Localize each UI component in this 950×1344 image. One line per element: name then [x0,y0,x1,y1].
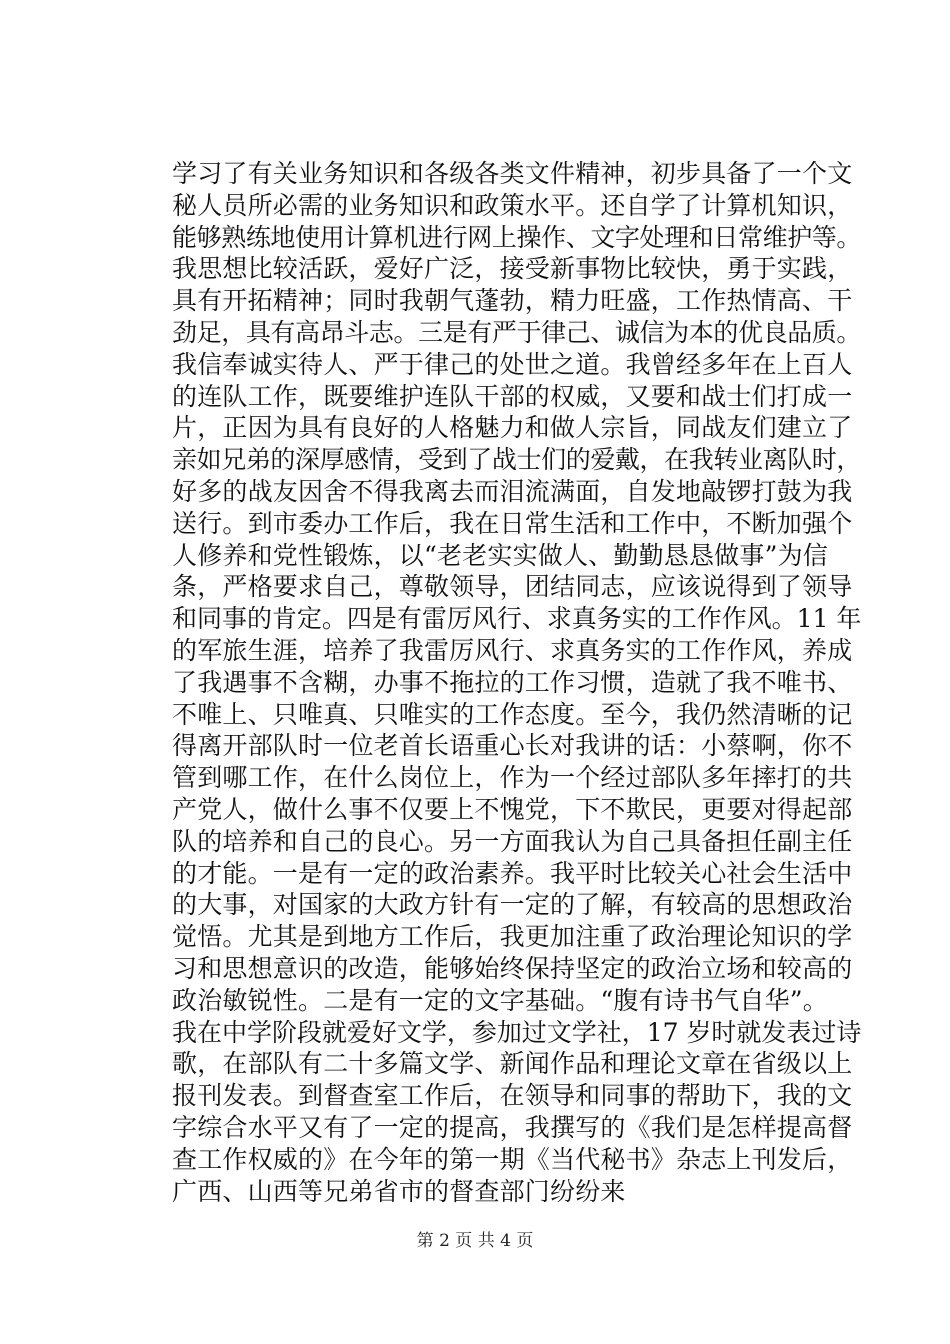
text-line: 的连队工作，既要维护连队干部的权威，又要和战士们打成一 [172,381,853,411]
text-line: 队的培养和自己的良心。另一方面我认为自己具备担任副主任 [172,826,853,856]
text-line: 广西、山西等兄弟省市的督查部门纷纷来 [172,1176,626,1206]
text-line: 的才能。一是有一定的政治素养。我平时比较关心社会生活中 [172,858,853,888]
text-line: 不唯上、只唯真、只唯实的工作态度。至今，我仍然清晰的记 [172,699,853,729]
text-line: 查工作权威的》在今年的第一期《当代秘书》杂志上刊发后， [172,1144,853,1174]
text-line: 人修养和党性锻炼，以“老老实实做人、勤勤恳恳做事”为信 [172,540,828,570]
text-line: 产党人，做什么事不仅要上不愧党，下不欺民，更要对得起部 [172,794,853,824]
text-line: 的大事，对国家的大政方针有一定的了解，有较高的思想政治 [172,890,853,920]
text-line: 习和思想意识的改造，能够始终保持坚定的政治立场和较高的 [172,953,853,983]
text-line: 片，正因为具有良好的人格魅力和做人宗旨，同战友们建立了 [172,413,853,443]
text-line: 的军旅生涯，培养了我雷厉风行、求真务实的工作作风，养成 [172,635,853,665]
text-line: 送行。到市委办工作后，我在日常生活和工作中，不断加强个 [172,508,853,538]
text-line: 好多的战友因舍不得我离去而泪流满面，自发地敲锣打鼓为我 [172,476,853,506]
text-line: 我思想比较活跃，爱好广泛，接受新事物比较快，勇于实践， [172,254,853,284]
text-line: 觉悟。尤其是到地方工作后，我更加注重了政治理论知识的学 [172,922,853,952]
text-line: 能够熟练地使用计算机进行网上操作、文字处理和日常维护等。 [172,222,862,252]
text-line: 劲足，具有高昂斗志。三是有严于律己、诚信为本的优良品质。 [172,317,862,347]
text-line: 我信奉诚实待人、严于律己的处世之道。我曾经多年在上百人 [172,349,853,379]
text-line: 我在中学阶段就爱好文学，参加过文学社，17 岁时就发表过诗 [172,1017,862,1047]
text-line: 条，严格要求自己，尊敬领导，团结同志，应该说得到了领导 [172,572,853,602]
text-line: 了我遇事不含糊，办事不拖拉的工作习惯，造就了我不唯书、 [172,667,853,697]
text-line: 字综合水平又有了一定的提高，我撰写的《我们是怎样提高督 [172,1112,853,1142]
text-line: 和同事的肯定。四是有雷厉风行、求真务实的工作作风。11 年 [172,604,862,634]
body-text [172,158,862,1207]
text-line: 亲如兄弟的深厚感情，受到了战士们的爱戴，在我转业离队时， [172,445,862,475]
text-line: 学习了有关业务知识和各级各类文件精神，初步具备了一个文 [172,159,853,188]
text-line: 政治敏锐性。二是有一定的文字基础。“腹有诗书气自华”。 [172,985,828,1015]
text-line: 管到哪工作，在什么岗位上，作为一个经过部队多年摔打的共 [172,763,853,793]
text-line: 得离开部队时一位老首长语重心长对我讲的话：小蔡啊，你不 [172,731,853,761]
page-footer: 第 2 页 共 4 页 [416,1231,534,1251]
text-line: 具有开拓精神；同时我朝气蓬勃，精力旺盛，工作热情高、干 [172,286,853,316]
text-line: 报刊发表。到督查室工作后，在领导和同事的帮助下，我的文 [172,1081,853,1111]
text-line: 歌，在部队有二十多篇文学、新闻作品和理论文章在省级以上 [172,1049,853,1079]
text-line: 秘人员所必需的业务知识和政策水平。还自学了计算机知识， [172,190,853,220]
